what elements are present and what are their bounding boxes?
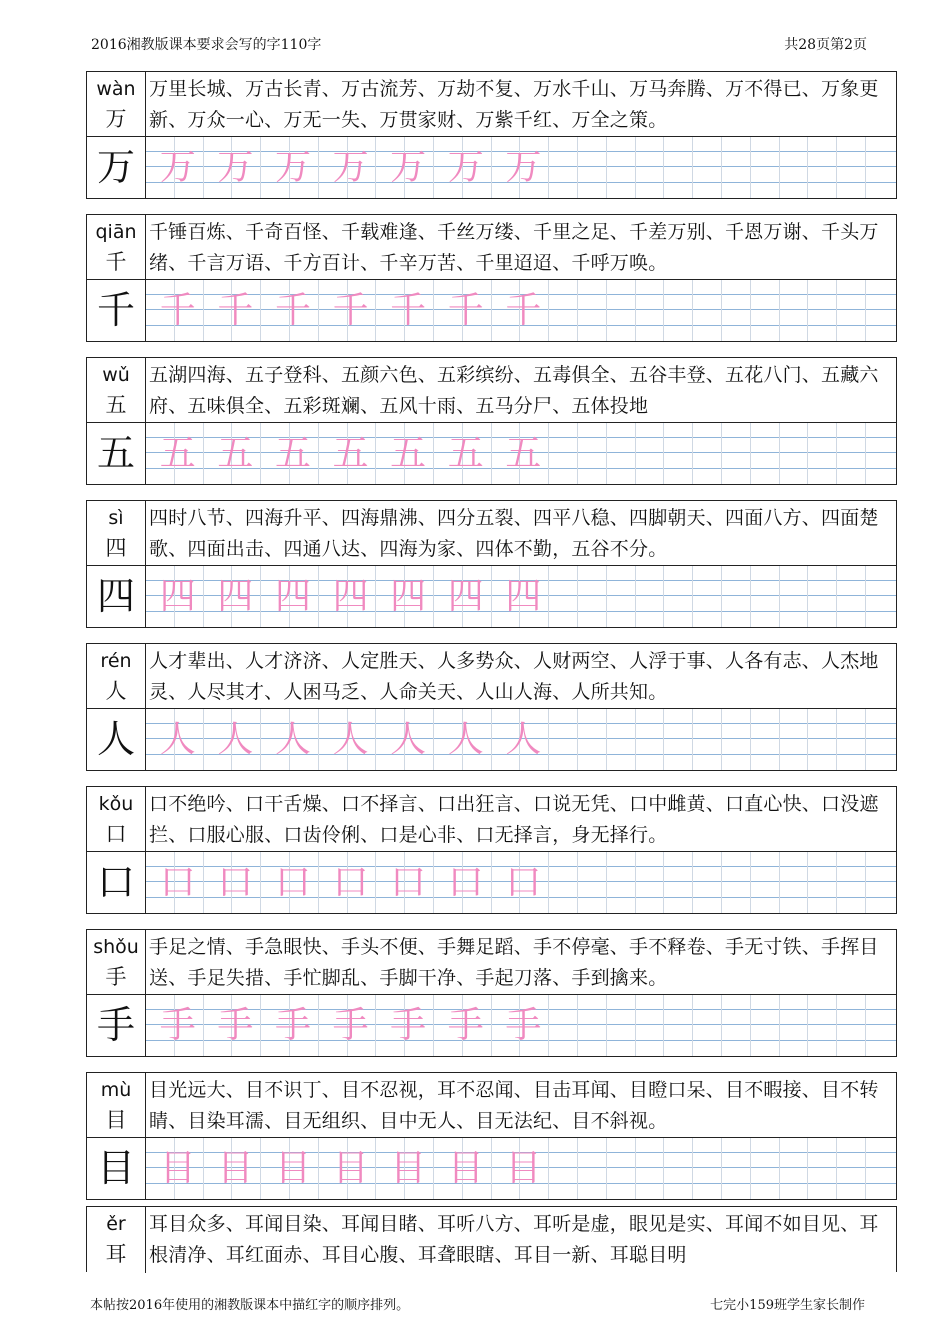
pinyin-text: shǒu [93, 936, 139, 958]
grid-line-vertical [692, 1138, 693, 1199]
trace-character: 四 [159, 576, 196, 617]
trace-character: 五 [159, 433, 196, 474]
pinyin-text: kǒu [98, 793, 134, 815]
grid-line-vertical [692, 566, 693, 627]
grid-line-vertical [635, 852, 636, 913]
model-character: 口 [87, 852, 146, 913]
small-character: 目 [105, 1108, 127, 1132]
model-character: 目 [87, 1138, 146, 1199]
idiom-list: 口不绝吟、口干舌燥、口不择言、口出狂言、口说无凭、口中雌黄、口直心快、口没遮拦、口服心服、口齿伶俐、口是心非、口无择言，身无择行。 [149, 793, 879, 846]
trace-character: 目 [447, 1148, 484, 1189]
grid-line-vertical [606, 709, 607, 770]
character-block [86, 71, 897, 199]
tracing-characters [149, 137, 552, 198]
trace-character: 千 [447, 290, 484, 331]
grid-line-vertical [577, 280, 578, 341]
trace-character: 千 [332, 290, 369, 331]
pinyin-text: sì [108, 507, 124, 529]
grid-line-vertical [606, 995, 607, 1056]
grid-line-vertical [721, 852, 722, 913]
grid-line-vertical [779, 137, 780, 198]
trace-character: 千 [274, 290, 311, 331]
grid-line-vertical [807, 137, 808, 198]
idiom-list: 目光远大、目不识丁、目不忍视，耳不忍闻、目击耳闻、目瞪口呆、目不暇接、目不转睛、目染耳濡、目无组织、目中无人、目无法纪、目不斜视。 [149, 1079, 879, 1132]
idiom-list: 五湖四海、五子登科、五颜六色、五彩缤纷、五毒俱全、五谷丰登、五花八门、五藏六府、五味俱全、五彩斑斓、五风十雨、五马分尸、五体投地 [149, 364, 879, 417]
trace-character: 千 [505, 290, 542, 331]
grid-line-vertical [836, 280, 837, 341]
grid-line-vertical [663, 280, 664, 341]
trace-character: 人 [390, 719, 427, 760]
grid-line-vertical [577, 566, 578, 627]
character-block [86, 929, 897, 1057]
grid-line-vertical [865, 995, 866, 1056]
trace-character: 万 [447, 147, 484, 188]
grid-line-vertical [577, 423, 578, 484]
trace-character: 目 [390, 1148, 427, 1189]
grid-line-vertical [635, 280, 636, 341]
trace-character: 万 [332, 147, 369, 188]
character-label [87, 1207, 146, 1273]
trace-character: 五 [274, 433, 311, 474]
page-indicator: 共28页第2页 [784, 37, 867, 53]
footer-note: 本帖按2016年使用的湘教版课本中描红字的顺序排列。 [90, 1298, 410, 1313]
grid-line-vertical [750, 995, 751, 1056]
character-label [87, 1073, 146, 1137]
trace-character: 万 [390, 147, 427, 188]
idiom-list: 千锤百炼、千奇百怪、千载难逢、千丝万缕、千里之足、千差万别、千恩万谢、千头万绪、千言万语、千方百计、千辛万苦、千里迢迢、千呼万唤。 [149, 221, 879, 274]
trace-character: 口 [505, 862, 542, 903]
tracing-characters [149, 995, 552, 1056]
trace-character: 手 [447, 1005, 484, 1046]
small-character: 手 [105, 965, 127, 989]
grid-line-vertical [865, 709, 866, 770]
grid-line-vertical [721, 709, 722, 770]
grid-line-vertical [721, 995, 722, 1056]
grid-line-vertical [779, 423, 780, 484]
grid-line-vertical [750, 137, 751, 198]
tracing-characters [149, 1138, 552, 1199]
grid-line-vertical [721, 566, 722, 627]
trace-character: 手 [332, 1005, 369, 1046]
trace-character: 手 [505, 1005, 542, 1046]
grid-line-vertical [750, 709, 751, 770]
character-label [87, 358, 146, 422]
grid-line-vertical [779, 280, 780, 341]
grid-line-vertical [807, 566, 808, 627]
trace-character: 口 [217, 862, 254, 903]
grid-line-vertical [865, 852, 866, 913]
practice-row [87, 566, 896, 627]
model-character: 万 [87, 137, 146, 198]
idiom-row [87, 930, 896, 995]
trace-character: 四 [447, 576, 484, 617]
trace-character: 千 [159, 290, 196, 331]
grid-line-vertical [836, 995, 837, 1056]
small-character: 人 [105, 679, 127, 703]
grid-line-vertical [836, 137, 837, 198]
trace-character: 目 [217, 1148, 254, 1189]
grid-line-vertical [779, 1138, 780, 1199]
grid-line-vertical [606, 566, 607, 627]
grid-line-vertical [692, 852, 693, 913]
grid-line-vertical [865, 423, 866, 484]
tracing-characters [149, 566, 552, 627]
grid-line-vertical [635, 1138, 636, 1199]
grid-line-vertical [577, 137, 578, 198]
idiom-list: 万里长城、万古长青、万古流芳、万劫不复、万水千山、万马奔腾、万不得已、万象更新、万众一心、万无一失、万贯家财、万紫千红、万全之策。 [149, 78, 879, 131]
grid-line-vertical [836, 709, 837, 770]
idiom-list: 四时八节、四海升平、四海鼎沸、四分五裂、四平八稳、四脚朝天、四面八方、四面楚歌、四面出击、四通八达、四海为家、四体不勤，五谷不分。 [149, 507, 879, 560]
grid-line-vertical [577, 1138, 578, 1199]
idiom-list: 手足之情、手急眼快、手头不便、手舞足蹈、手不停毫、手不释卷、手无寸铁、手挥目送、手足失措、手忙脚乱、手脚干净、手起刀落、手到擒来。 [149, 936, 879, 989]
trace-character: 人 [274, 719, 311, 760]
pinyin-text: wǔ [102, 364, 130, 386]
trace-character: 手 [159, 1005, 196, 1046]
grid-line-vertical [635, 709, 636, 770]
grid-line-vertical [606, 852, 607, 913]
model-character: 五 [87, 423, 146, 484]
grid-line-vertical [606, 423, 607, 484]
small-character: 五 [105, 393, 127, 417]
character-label [87, 215, 146, 279]
pinyin-text: rén [100, 650, 132, 672]
idiom-row [87, 501, 896, 566]
grid-line-vertical [663, 1138, 664, 1199]
practice-row [87, 423, 896, 484]
grid-line-vertical [663, 995, 664, 1056]
model-character: 千 [87, 280, 146, 341]
trace-character: 四 [217, 576, 254, 617]
grid-line-vertical [577, 995, 578, 1056]
model-character: 四 [87, 566, 146, 627]
trace-character: 口 [447, 862, 484, 903]
trace-character: 万 [274, 147, 311, 188]
pinyin-text: ěr [106, 1213, 126, 1235]
grid-line-vertical [807, 1138, 808, 1199]
trace-character: 目 [332, 1148, 369, 1189]
trace-character: 目 [505, 1148, 542, 1189]
grid-line-vertical [779, 709, 780, 770]
character-label [87, 787, 146, 851]
grid-line-vertical [836, 852, 837, 913]
grid-line-vertical [721, 1138, 722, 1199]
practice-row [87, 995, 896, 1056]
character-block-er [86, 1206, 897, 1272]
grid-line-vertical [836, 423, 837, 484]
trace-character: 人 [159, 719, 196, 760]
character-label [87, 644, 146, 708]
trace-character: 人 [505, 719, 542, 760]
practice-row [87, 1138, 896, 1199]
grid-line-vertical [865, 280, 866, 341]
grid-line-vertical [635, 995, 636, 1056]
idiom-list: 耳目众多、耳闻目染、耳闻目睹、耳听八方、耳听是虚，眼见是实、耳闻不如目见、耳根清净、耳红面赤、耳目心腹、耳聋眼瞎、耳目一新、耳聪目明 [149, 1213, 879, 1266]
small-character: 千 [105, 250, 127, 274]
grid-line-vertical [807, 709, 808, 770]
grid-line-vertical [779, 852, 780, 913]
grid-line-vertical [577, 709, 578, 770]
grid-line-vertical [663, 423, 664, 484]
character-label [87, 72, 146, 136]
tracing-characters [149, 423, 552, 484]
idiom-row [87, 358, 896, 423]
grid-line-vertical [663, 566, 664, 627]
grid-line-vertical [865, 1138, 866, 1199]
footer-credit: 七完小159班学生家长制作 [710, 1298, 865, 1313]
grid-line-vertical [779, 566, 780, 627]
grid-line-vertical [750, 423, 751, 484]
grid-line-vertical [721, 280, 722, 341]
grid-line-vertical [836, 566, 837, 627]
grid-line-vertical [807, 423, 808, 484]
pinyin-text: mù [100, 1079, 132, 1101]
small-character: 口 [105, 822, 127, 846]
grid-line-vertical [606, 280, 607, 341]
grid-line-vertical [779, 995, 780, 1056]
grid-line-vertical [865, 566, 866, 627]
idiom-row [87, 215, 896, 280]
practice-row [87, 137, 896, 198]
idiom-list: 人才辈出、人才济济、人定胜天、人多势众、人财两空、人浮于事、人各有志、人杰地灵、人尽其才、人困马乏、人命关天、人山人海、人所共知。 [149, 650, 879, 703]
practice-row [87, 709, 896, 770]
grid-line-vertical [663, 709, 664, 770]
grid-line-vertical [750, 852, 751, 913]
grid-line-vertical [807, 852, 808, 913]
grid-line-vertical [865, 137, 866, 198]
trace-character: 五 [447, 433, 484, 474]
trace-character: 口 [274, 862, 311, 903]
idiom-row [87, 644, 896, 709]
trace-character: 人 [217, 719, 254, 760]
trace-character: 人 [447, 719, 484, 760]
grid-line-vertical [692, 995, 693, 1056]
character-block [86, 214, 897, 342]
character-block [86, 786, 897, 914]
grid-line-vertical [721, 137, 722, 198]
trace-character: 五 [390, 433, 427, 474]
trace-character: 四 [390, 576, 427, 617]
tracing-characters [149, 709, 552, 770]
trace-character: 目 [274, 1148, 311, 1189]
practice-row [87, 852, 896, 913]
grid-line-vertical [836, 1138, 837, 1199]
pinyin-text: qiān [95, 221, 137, 243]
grid-line-vertical [663, 852, 664, 913]
character-block [86, 643, 897, 771]
grid-line-vertical [807, 280, 808, 341]
idiom-row [87, 787, 896, 852]
trace-character: 千 [390, 290, 427, 331]
grid-line-vertical [663, 137, 664, 198]
trace-character: 手 [217, 1005, 254, 1046]
character-block [86, 500, 897, 628]
trace-character: 五 [217, 433, 254, 474]
idiom-row [87, 1073, 896, 1138]
model-character: 手 [87, 995, 146, 1056]
character-label [87, 501, 146, 565]
character-block [86, 1072, 897, 1200]
grid-line-vertical [692, 709, 693, 770]
trace-character: 目 [159, 1148, 196, 1189]
grid-line-vertical [692, 137, 693, 198]
character-label [87, 930, 146, 994]
grid-line-vertical [635, 423, 636, 484]
idiom-row [87, 72, 896, 137]
grid-line-vertical [635, 137, 636, 198]
document-title: 2016湘教版课本要求会写的字110字 [91, 37, 322, 53]
trace-character: 口 [159, 862, 196, 903]
grid-line-vertical [692, 280, 693, 341]
grid-line-vertical [750, 280, 751, 341]
grid-line-vertical [606, 137, 607, 198]
trace-character: 手 [390, 1005, 427, 1046]
trace-character: 四 [274, 576, 311, 617]
tracing-characters [149, 280, 552, 341]
trace-character: 五 [505, 433, 542, 474]
trace-character: 五 [332, 433, 369, 474]
small-character: 万 [105, 107, 127, 131]
character-block [86, 357, 897, 485]
grid-line-vertical [721, 423, 722, 484]
grid-line-vertical [750, 566, 751, 627]
trace-character: 口 [332, 862, 369, 903]
grid-line-vertical [807, 995, 808, 1056]
trace-character: 万 [217, 147, 254, 188]
trace-character: 万 [159, 147, 196, 188]
grid-line-vertical [635, 566, 636, 627]
small-character: 耳 [105, 1242, 127, 1266]
grid-line-vertical [750, 1138, 751, 1199]
trace-character: 手 [274, 1005, 311, 1046]
trace-character: 口 [390, 862, 427, 903]
grid-line-vertical [692, 423, 693, 484]
grid-line-vertical [606, 1138, 607, 1199]
small-character: 四 [105, 536, 127, 560]
grid-line-vertical [577, 852, 578, 913]
practice-row [87, 280, 896, 341]
tracing-characters [149, 852, 552, 913]
trace-character: 四 [332, 576, 369, 617]
trace-character: 万 [505, 147, 542, 188]
trace-character: 千 [217, 290, 254, 331]
model-character: 人 [87, 709, 146, 770]
trace-character: 人 [332, 719, 369, 760]
trace-character: 四 [505, 576, 542, 617]
pinyin-text: wàn [96, 78, 136, 100]
